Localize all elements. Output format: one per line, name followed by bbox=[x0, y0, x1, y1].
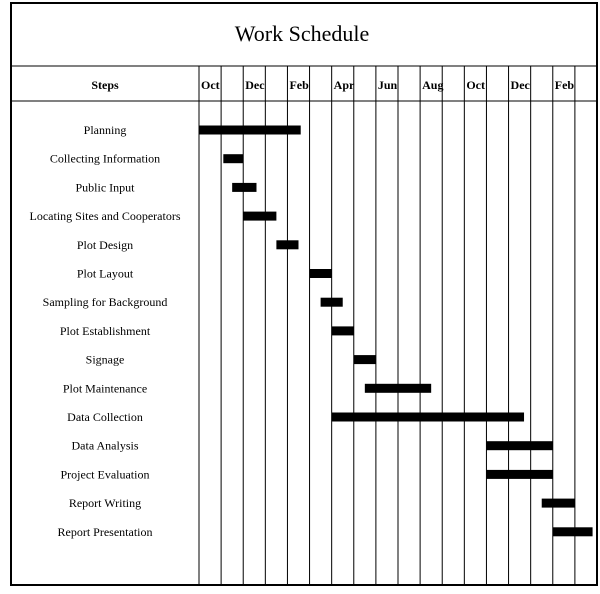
task-bar bbox=[332, 413, 524, 422]
task-bar bbox=[199, 126, 301, 135]
month-labels bbox=[201, 78, 574, 92]
month-label: Oct bbox=[201, 78, 220, 92]
month-label: Jun bbox=[377, 78, 398, 92]
task-bar bbox=[276, 240, 298, 249]
month-label: Aug bbox=[422, 78, 444, 92]
task-label: Planning bbox=[83, 123, 127, 137]
task-bar bbox=[542, 499, 575, 508]
task-label: Plot Maintenance bbox=[62, 381, 148, 396]
task-label: Plot Establishment bbox=[59, 323, 151, 338]
task-label: Data Analysis bbox=[71, 438, 139, 453]
month-label: Apr bbox=[333, 78, 355, 92]
month-label: Feb bbox=[289, 78, 309, 92]
task-label: Plot Design bbox=[76, 237, 134, 252]
task-label: Collecting Information bbox=[49, 151, 161, 166]
task-label: Report Presentation bbox=[57, 524, 153, 539]
task-bar bbox=[553, 527, 593, 536]
task-bar bbox=[232, 183, 256, 192]
chart-title: Work Schedule bbox=[234, 21, 370, 46]
task-label: Report Writing bbox=[68, 496, 142, 511]
task-bar bbox=[486, 441, 552, 450]
month-label: Oct bbox=[466, 78, 485, 92]
month-label: Dec bbox=[510, 78, 530, 92]
task-bar bbox=[321, 298, 343, 307]
steps-header: Steps bbox=[91, 78, 119, 92]
task-label: Sampling for Background bbox=[42, 295, 168, 310]
task-bar bbox=[310, 269, 332, 278]
task-label: Plot Layout bbox=[76, 266, 134, 281]
task-bar bbox=[365, 384, 431, 393]
task-bar bbox=[354, 355, 376, 364]
task-label: Project Evaluation bbox=[60, 467, 150, 482]
task-label: Data Collection bbox=[67, 410, 143, 424]
month-label: Feb bbox=[554, 78, 575, 92]
task-label: Public Input bbox=[75, 180, 135, 195]
month-label: Dec bbox=[245, 78, 265, 92]
task-bar bbox=[332, 326, 354, 335]
task-label: Locating Sites and Cooperators bbox=[29, 209, 181, 224]
task-bar bbox=[243, 212, 276, 221]
task-bar bbox=[223, 154, 243, 163]
task-label: Signage bbox=[85, 352, 125, 367]
task-bar bbox=[486, 470, 552, 479]
